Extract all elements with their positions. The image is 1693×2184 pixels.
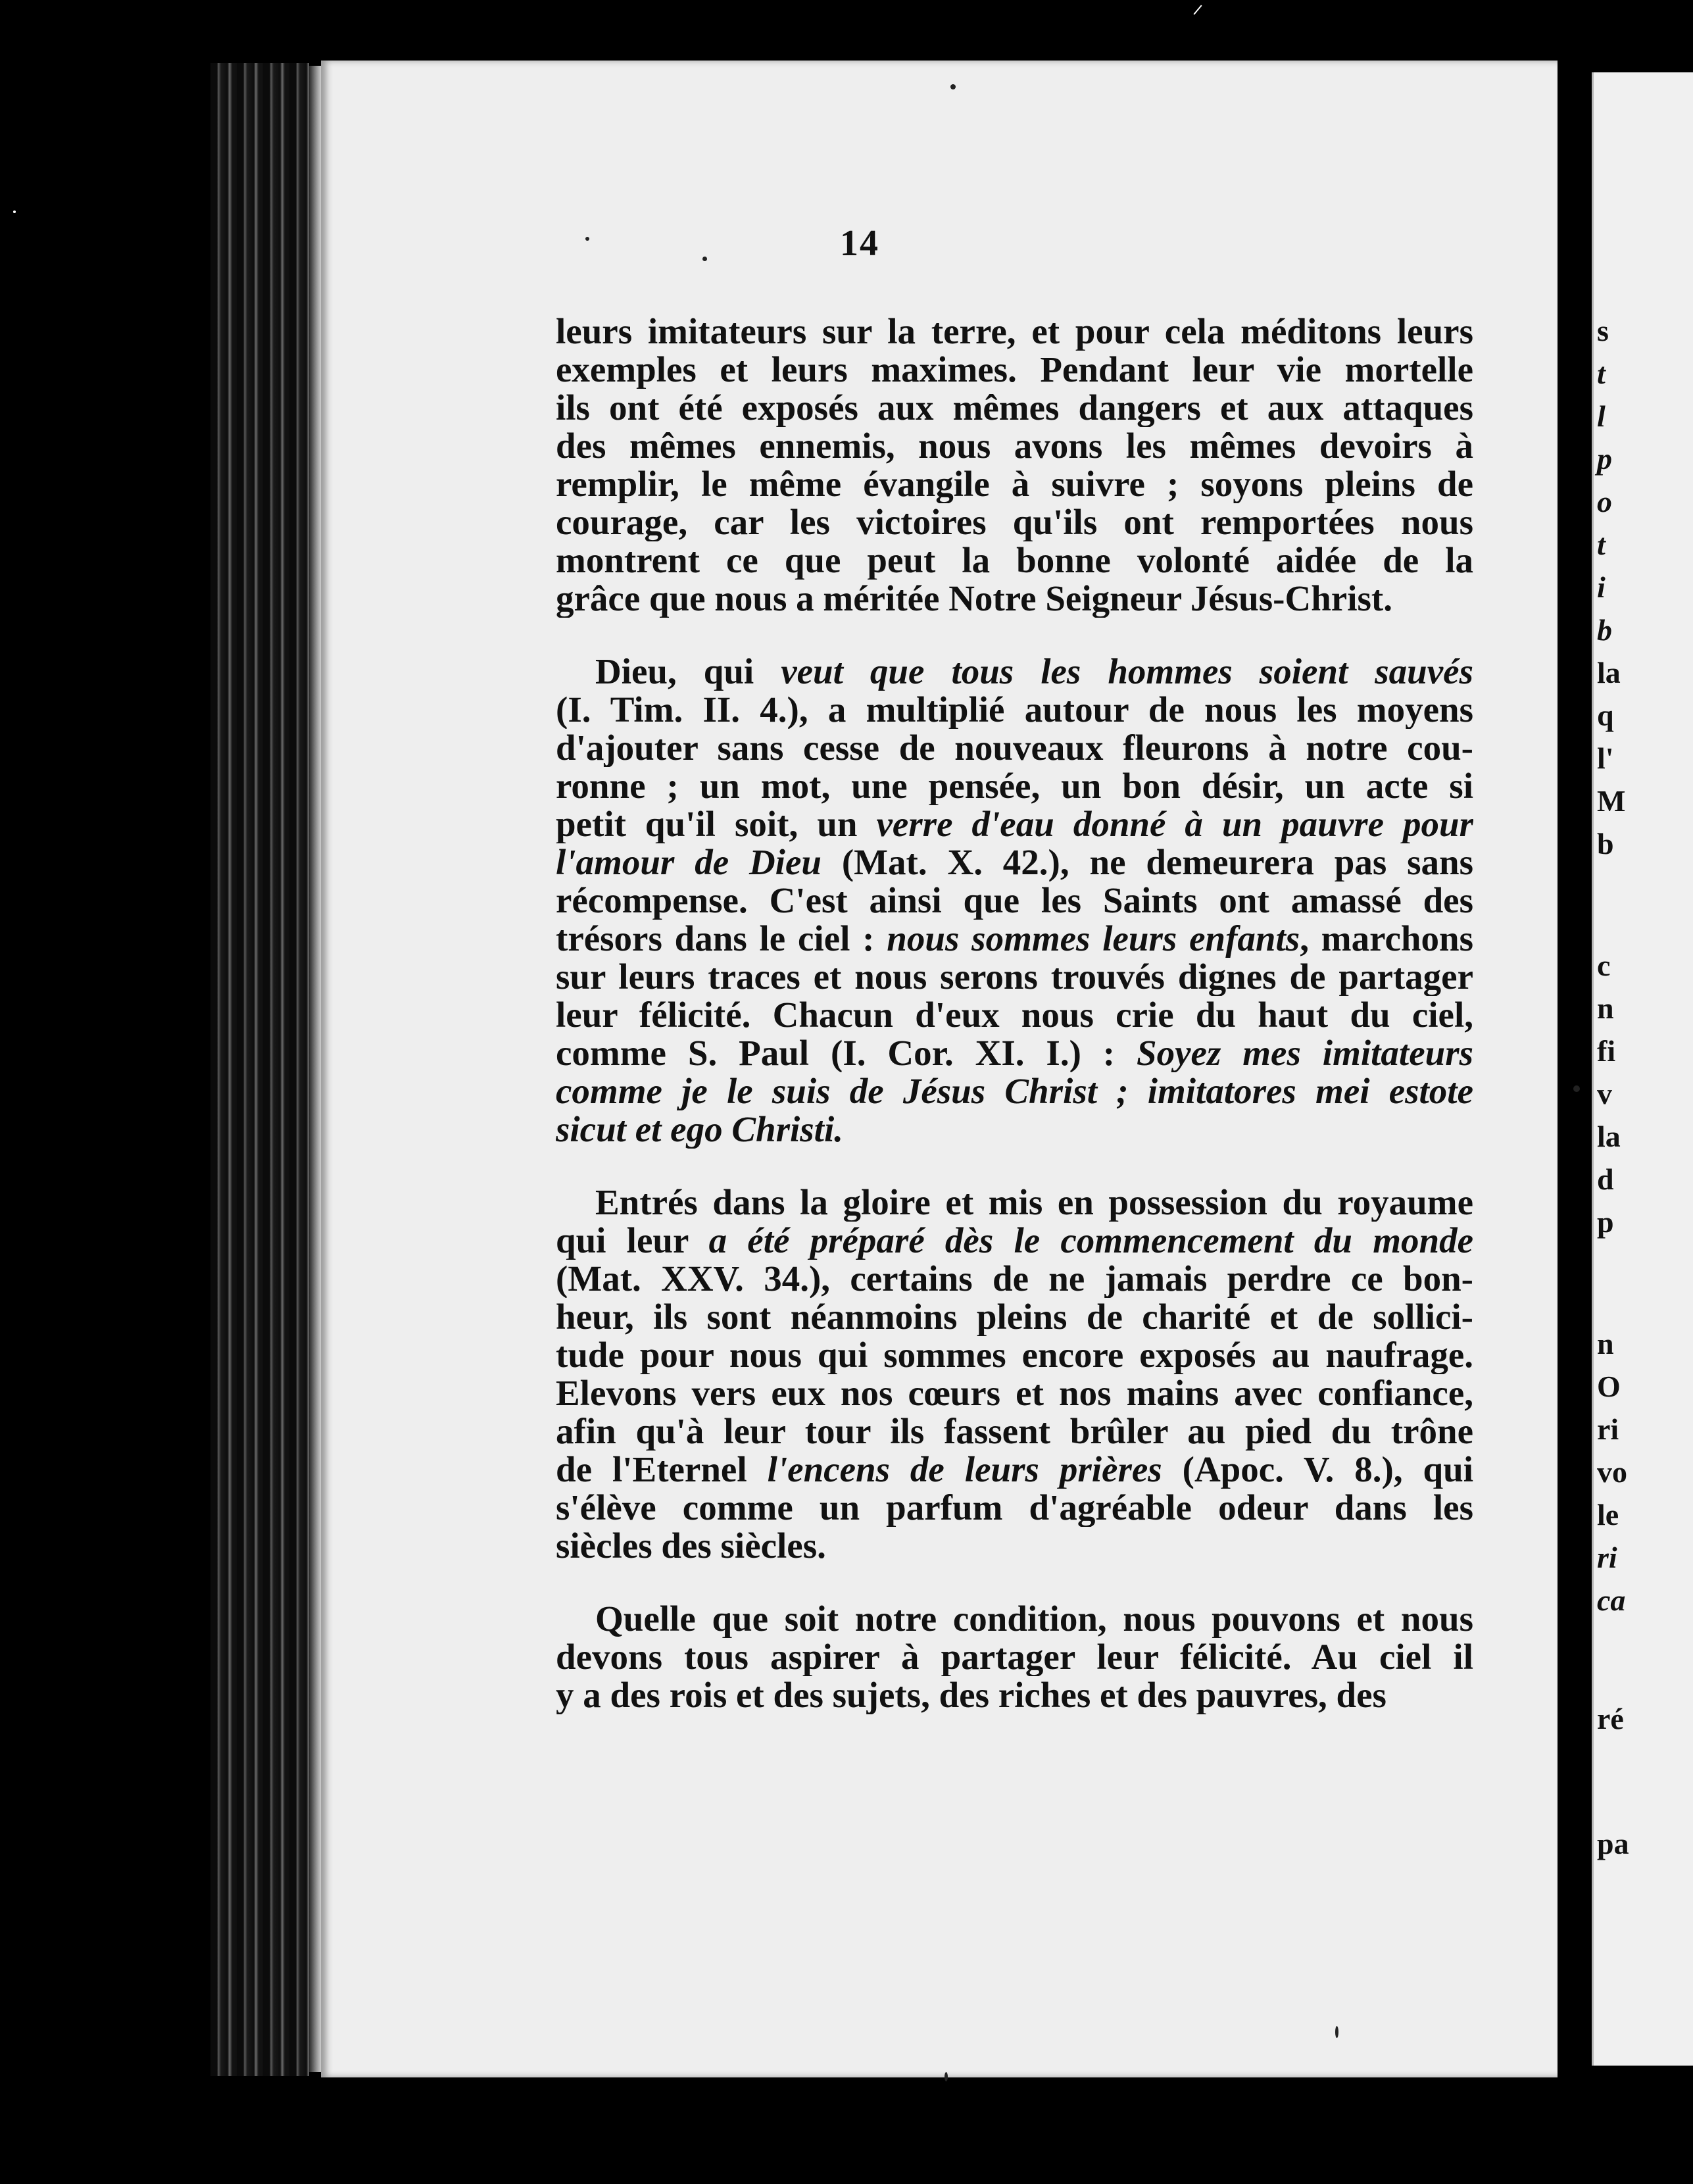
text-run: ils ont été exposés aux mêmes dangers et aux attaques <box>556 389 1473 427</box>
text-run: qui leur <box>556 1222 709 1260</box>
text-run: remplir, le même évangile à suivre ; soyons pleins de <box>556 465 1473 503</box>
adjacent-page-fragment: c <box>1597 949 1611 982</box>
text-run: (I. Tim. II. 4.), a multiplié autour de nous les moyens <box>556 691 1473 729</box>
text-line <box>556 691 1473 729</box>
text-line <box>556 805 1473 843</box>
scan-speck <box>585 237 589 241</box>
text-run: petit qu'il soit, un <box>556 805 877 843</box>
text-line <box>556 1110 1473 1149</box>
adjacent-page <box>1592 72 1693 2066</box>
adjacent-page-fragment: O <box>1597 1370 1621 1403</box>
text-line <box>556 767 1473 805</box>
adjacent-page-fragment: ré <box>1597 1702 1624 1735</box>
text-run: heur, ils sont néanmoins pleins de charité et de sollici- <box>556 1298 1473 1336</box>
text-run: Elevons vers eux nos cœurs et nos mains avec confiance, <box>556 1374 1473 1412</box>
text-line <box>556 1412 1473 1451</box>
adjacent-page-fragment: t <box>1597 528 1606 561</box>
text-line <box>556 389 1473 427</box>
adjacent-page-fragment: s <box>1597 314 1609 347</box>
text-line <box>556 1183 1473 1222</box>
text-line <box>556 1676 1473 1714</box>
text-line <box>556 1336 1473 1374</box>
text-line <box>556 1527 1473 1565</box>
text-run: trésors dans le ciel : <box>556 920 887 958</box>
text-line <box>556 427 1473 465</box>
adjacent-page-fragment: t <box>1597 357 1606 390</box>
adjacent-page-fragment: vo <box>1597 1455 1627 1489</box>
text-line <box>556 1260 1473 1298</box>
text-run: leurs imitateurs sur la terre, et pour cela méditons leurs <box>556 312 1473 351</box>
text-run: devons tous aspirer à partager leur félicité. Au ciel il <box>556 1638 1473 1676</box>
adjacent-page-fragment: o <box>1597 485 1612 518</box>
scan-mark <box>13 211 16 213</box>
text-run: siècles des siècles. <box>556 1527 826 1565</box>
adjacent-page-fragment: M <box>1597 784 1626 818</box>
text-line <box>556 1374 1473 1412</box>
adjacent-page-fragment: b <box>1597 827 1614 860</box>
page-number: 14 <box>840 223 879 264</box>
italic-run: comme je le suis de Jésus Christ ; imitatores mei estote <box>556 1072 1473 1110</box>
adjacent-page-fragment: p <box>1597 1205 1614 1239</box>
text-run: y a des rois et des sujets, des riches et des pauvres, des <box>556 1676 1386 1714</box>
text-run: récompense. C'est ainsi que les Saints ont amassé des <box>556 881 1473 920</box>
text-line <box>556 958 1473 996</box>
text-line <box>556 541 1473 580</box>
adjacent-page-fragment: le <box>1597 1498 1619 1531</box>
adjacent-page-fragment: l <box>1597 399 1606 433</box>
text-run: leur félicité. Chacun d'eux nous crie du haut du ciel, <box>556 996 1473 1034</box>
text-run: courage, car les victoires qu'ils ont remportées nous <box>556 503 1473 541</box>
text-run: exemples et leurs maximes. Pendant leur vie mortelle <box>556 351 1473 389</box>
adjacent-page-fragment: l' <box>1597 741 1614 775</box>
text-run: (Apoc. V. 8.), qui <box>1162 1451 1473 1489</box>
italic-run: veut que tous les hommes soient sauvés <box>781 653 1473 691</box>
text-line <box>556 843 1473 881</box>
text-line <box>556 1222 1473 1260</box>
text-line <box>556 1034 1473 1072</box>
text-line <box>556 580 1473 618</box>
adjacent-page-fragment: ri <box>1597 1541 1617 1574</box>
text-line <box>556 653 1473 691</box>
text-line <box>556 881 1473 920</box>
adjacent-page-fragment: i <box>1597 570 1606 604</box>
adjacent-page-fragment: v <box>1597 1077 1612 1110</box>
italic-run: Soyez mes imitateurs <box>1137 1034 1473 1072</box>
scan-mark <box>1193 5 1202 14</box>
adjacent-page-fragment: p <box>1597 442 1612 476</box>
text-run: des mêmes ennemis, nous avons les mêmes devoirs à <box>556 427 1473 465</box>
text-line <box>556 351 1473 389</box>
text-run: d'ajouter sans cesse de nouveaux fleurons à notre cou- <box>556 729 1473 767</box>
text-run: comme S. Paul (I. Cor. XI. I.) : <box>556 1034 1137 1072</box>
italic-run: a été préparé dès le commencement du monde <box>708 1222 1473 1260</box>
text-run: tude pour nous qui sommes encore exposés au naufrage. <box>556 1336 1473 1374</box>
italic-run: sicut et ego Christi. <box>556 1110 843 1149</box>
text-run: (Mat. X. 42.), ne demeurera pas sans <box>821 843 1473 881</box>
text-line <box>556 996 1473 1034</box>
book-spine-edge <box>210 63 309 2076</box>
adjacent-page-fragment: n <box>1597 991 1614 1025</box>
adjacent-page-fragment: pa <box>1597 1827 1629 1860</box>
page-gutter <box>309 66 322 2072</box>
text-run: ronne ; un mot, une pensée, un bon désir, un acte si <box>556 767 1473 805</box>
adjacent-page-fragment: d <box>1597 1162 1614 1196</box>
text-run: Entrés dans la gloire et mis en possession du royaume <box>595 1183 1473 1222</box>
text-line <box>556 465 1473 503</box>
text-line <box>556 312 1473 351</box>
text-line <box>556 1451 1473 1489</box>
italic-run: l'encens de leurs prières <box>767 1451 1162 1489</box>
adjacent-page-fragment: n <box>1597 1327 1614 1360</box>
adjacent-page-fragment: la <box>1597 1120 1621 1153</box>
scan-speck <box>702 257 707 261</box>
adjacent-page-fragment: la <box>1597 656 1621 689</box>
scan-speck <box>1573 1085 1580 1092</box>
text-run: sur leurs traces et nous serons trouvés dignes de partager <box>556 958 1473 996</box>
text-run: Dieu, qui <box>595 653 781 691</box>
text-run: grâce que nous a méritée Notre Seigneur Jésus-Christ. <box>556 580 1392 618</box>
text-run: de l'Eternel <box>556 1451 768 1489</box>
adjacent-page-fragment: ri <box>1597 1412 1619 1446</box>
text-line <box>556 1600 1473 1638</box>
text-run: Quelle que soit notre condition, nous pouvons et nous <box>595 1600 1473 1638</box>
text-run: s'élève comme un parfum d'agréable odeur dans les <box>556 1489 1473 1527</box>
italic-run: nous sommes leurs enfants <box>887 920 1300 958</box>
text-line <box>556 1072 1473 1110</box>
text-line <box>556 920 1473 958</box>
text-line <box>556 1638 1473 1676</box>
text-line <box>556 1298 1473 1336</box>
scan-speck <box>1335 2026 1338 2038</box>
adjacent-page-fragment: fi <box>1597 1034 1616 1068</box>
adjacent-page-fragment: q <box>1597 699 1614 732</box>
scan-speck <box>945 2072 948 2081</box>
text-line <box>556 729 1473 767</box>
text-run: afin qu'à leur tour ils fassent brûler au pied du trône <box>556 1412 1473 1451</box>
text-line <box>556 503 1473 541</box>
adjacent-page-fragment: b <box>1597 613 1612 647</box>
text-run: , marchons <box>1300 920 1473 958</box>
italic-run: verre d'eau donné à un pauvre pour <box>876 805 1473 843</box>
scan-speck <box>950 84 956 89</box>
adjacent-page-fragment: ca <box>1597 1583 1626 1617</box>
italic-run: l'amour de Dieu <box>556 843 822 881</box>
text-line <box>556 1489 1473 1527</box>
text-run: (Mat. XXV. 34.), certains de ne jamais perdre ce bon- <box>556 1260 1473 1298</box>
text-run: montrent ce que peut la bonne volonté aidée de la <box>556 541 1473 580</box>
